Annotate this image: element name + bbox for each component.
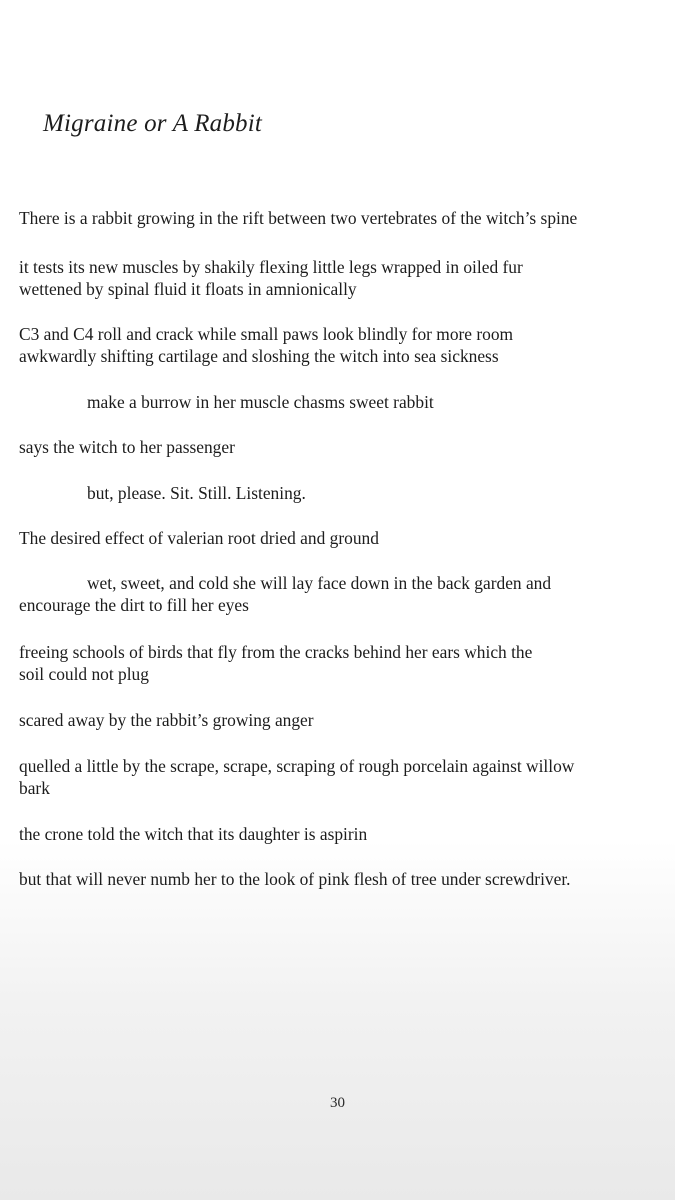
poem-line: C3 and C4 roll and crack while small paws look blindly for more room — [19, 324, 514, 344]
poem-title: Migraine or A Rabbit — [43, 110, 263, 137]
stanza-9 — [19, 641, 664, 685]
stanza-1 — [19, 207, 664, 229]
poem-line: make a burrow in her muscle chasms sweet rabbit — [87, 392, 434, 412]
poem-line: bark — [19, 778, 50, 798]
poem-line: says the witch to her passenger — [19, 437, 235, 457]
poem-line: but that will never numb her to the look of pink flesh of tree under screwdriver. — [19, 869, 571, 889]
poem-line: soil could not plug — [19, 664, 149, 684]
poem-line: The desired effect of valerian root dried and ground — [19, 528, 379, 548]
stanza-7 — [19, 527, 664, 549]
stanza-12 — [19, 823, 664, 845]
stanza-3 — [19, 323, 664, 367]
poem-line: awkwardly shifting cartilage and sloshing the witch into sea sickness — [19, 346, 499, 366]
page-number: 30 — [330, 1095, 345, 1111]
stanza-10 — [19, 709, 664, 731]
poem-line: wettened by spinal fluid it floats in amnionically — [19, 279, 357, 299]
poem-line: but, please. Sit. Still. Listening. — [87, 483, 306, 503]
poem-line: There is a rabbit growing in the rift between two vertebrates of the witch’s spine — [19, 208, 578, 228]
stanza-6 — [19, 482, 664, 504]
stanza-4 — [19, 391, 664, 413]
stanza-5 — [19, 436, 664, 458]
poem-line: it tests its new muscles by shakily flexing little legs wrapped in oiled fur — [19, 257, 523, 277]
stanza-2 — [19, 256, 664, 300]
poem-line: the crone told the witch that its daughter is aspirin — [19, 824, 368, 844]
poem-line: wet, sweet, and cold she will lay face down in the back garden and — [87, 573, 552, 593]
poem-line: scared away by the rabbit’s growing anger — [19, 710, 314, 730]
stanza-13 — [19, 868, 664, 890]
poem-line: quelled a little by the scrape, scrape, scraping of rough porcelain against willow — [19, 756, 575, 776]
poem-line: freeing schools of birds that fly from the cracks behind her ears which the — [19, 642, 533, 662]
stanza-11 — [19, 755, 664, 799]
stanza-8 — [19, 572, 664, 616]
poem-line: encourage the dirt to fill her eyes — [19, 595, 249, 615]
